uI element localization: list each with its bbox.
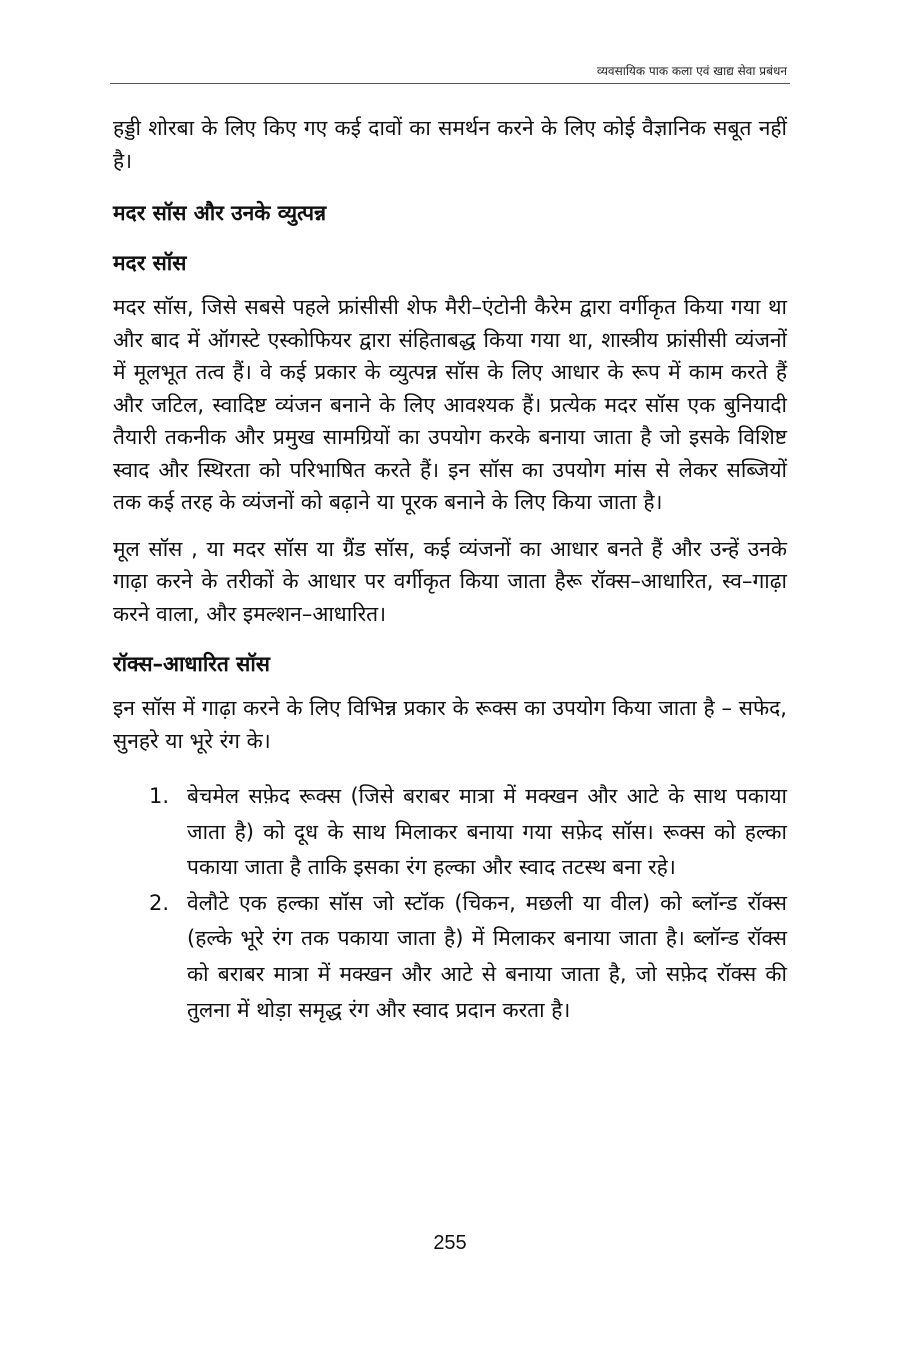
roux-heading: रॉक्स–आधारित सॉस (113, 652, 270, 676)
running-header: व्यवसायिक पाक कला एवं खाद्य सेवा प्रबंधन (596, 64, 787, 78)
list-item (113, 886, 787, 1028)
list-item-number: 2. (149, 890, 170, 915)
list-item (113, 779, 787, 886)
mother-sauce-paragraph: मदर सॉस, जिसे सबसे पहले फ्रांसीसी शेफ मैरी–एंटोनी कैरेम द्वारा वर्गीकृत किया गया था और बाद में ऑगस्टे एस्कोफियर द्वारा संहिताबद्ध किया गया था, शास्त्रीय फ्रांसीसी व्यंजनों में मूलभूत तत्व हैं। वे कई प्रकार के व्युत्पन्न सॉस के लिए आधार के रूप में काम करते हैं और जटिल, स्वादिष्ट व्यंजन बनाने के लिए आवश्यक हैं। प्रत्येक मदर सॉस एक बुनियादी तैयारी तकनीक और प्रमुख सामग्रियों का उपयोग करके बनाया जाता है जो इसके विशिष्ट स्वाद और स्थिरता को परिभाषित करते हैं। इन सॉस का उपयोग मांस से लेकर सब्जियों तक कई तरह के व्यंजनों को बढ़ाने या पूरक बनाने के लिए किया जाता है। (113, 295, 787, 514)
intro-paragraph: हड्डी शोरबा के लिए किए गए कई दावों का समर्थन करने के लिए कोई वैज्ञानिक सबूत नहीं है। (113, 116, 787, 173)
section-heading: मदर सॉस और उनके व्युत्पन्न (113, 201, 327, 225)
subsection-heading: मदर सॉस (113, 251, 187, 275)
roux-intro-paragraph: इन सॉस में गाढ़ा करने के लिए विभिन्न प्रकार के रूक्स का उपयोग किया जाता है – सफेद, सुनहरे या भूरे रंग के। (113, 696, 787, 753)
list-item-text: बेचमेल सफ़ेद रूक्स (जिसे बराबर मात्रा में मक्खन और आटे के साथ पकाया जाता है) को दूध के साथ मिलाकर बनाया गया सफ़ेद सॉस। रूक्स को हल्का पकाया जाता है ताकि इसका रंग हल्का और स्वाद तटस्थ बना रहे। (187, 784, 787, 880)
list-item-text: वेलौटे एक हल्का सॉस जो स्टॉक (चिकन, मछली या वील) को ब्लॉन्ड रॉक्स (हल्के भूरे रंग तक पकाया जाता है) में मिलाकर बनाया जाता है। ब्लॉन्ड रॉक्स को बराबर मात्रा में मक्खन और आटे से बनाया जाता है, जो सफ़ेद रॉक्स की तुलना में थोड़ा समृद्ध रंग और स्वाद प्रदान करता है। (187, 890, 787, 1022)
list-item-number: 1. (149, 784, 170, 808)
sauce-list (113, 779, 787, 1028)
page-content (113, 112, 787, 1028)
header-rule (110, 83, 790, 84)
classification-paragraph: मूल सॉस , या मदर सॉस या ग्रैंड सॉस, कई व्यंजनों का आधार बनते हैं और उन्हें उनके गाढ़ा करने के तरीकों के आधार पर वर्गीकृत किया जाता हैरू रॉक्स–आधारित, स्व–गाढ़ा करने वाला, और इमल्शन–आधारित। (113, 536, 787, 626)
page-number: 255 (433, 1232, 467, 1254)
